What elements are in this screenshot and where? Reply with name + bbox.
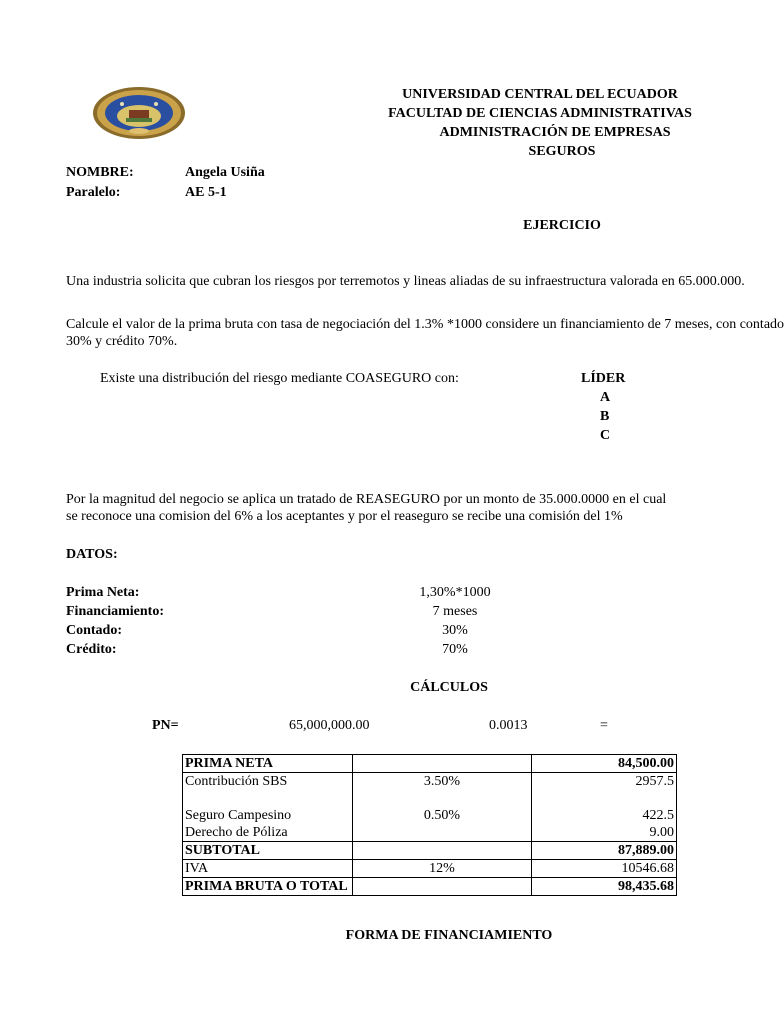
row-value: 98,435.68 bbox=[532, 878, 677, 896]
header-subject: SEGUROS bbox=[528, 144, 596, 159]
row-label: Contribución SBS bbox=[183, 773, 353, 808]
exercise-title: EJERCICIO bbox=[523, 218, 601, 233]
pn-amount: 65,000,000.00 bbox=[289, 718, 370, 733]
name-value: Angela Usiña bbox=[185, 165, 265, 180]
coinsurance-a: A bbox=[600, 390, 611, 405]
table-row bbox=[183, 878, 677, 896]
statement-paragraph-1: Una industria solicita que cubran los riesgos por terremotos y lineas aliadas de su infraestructura valorada en 65.000.000. bbox=[66, 274, 745, 289]
table-row bbox=[183, 755, 677, 773]
premium-calculation-table bbox=[182, 754, 677, 896]
row-value: 84,500.00 bbox=[532, 755, 677, 773]
row-rate: 12% bbox=[353, 860, 532, 878]
pn-rate: 0.0013 bbox=[489, 718, 528, 733]
row-label: SUBTOTAL bbox=[183, 842, 353, 860]
row-rate: 0.50% bbox=[353, 807, 532, 824]
row-label: IVA bbox=[183, 860, 353, 878]
header-university: UNIVERSIDAD CENTRAL DEL ECUADOR bbox=[402, 87, 678, 102]
row-label: Seguro Campesino bbox=[183, 807, 353, 824]
section-label: Paralelo: bbox=[66, 185, 121, 200]
row-label: Derecho de Póliza bbox=[183, 824, 353, 842]
row-label: PRIMA BRUTA O TOTAL bbox=[183, 878, 353, 896]
datos-value: 70% bbox=[442, 642, 468, 657]
coinsurance-c: C bbox=[600, 428, 611, 443]
row-rate bbox=[353, 842, 532, 860]
reinsurance-paragraph-b: se reconoce una comision del 6% a los aceptantes y por el reaseguro se recibe una comisión del 1% bbox=[66, 509, 623, 524]
statement-paragraph-2b: 30% y crédito 70%. bbox=[66, 334, 178, 349]
header-faculty: FACULTAD DE CIENCIAS ADMINISTRATIVAS bbox=[388, 106, 692, 121]
calculos-title: CÁLCULOS bbox=[410, 680, 488, 695]
row-value: 2957.5 bbox=[532, 773, 677, 808]
pn-label: PN= bbox=[152, 718, 179, 733]
name-label: NOMBRE: bbox=[66, 165, 134, 180]
reinsurance-paragraph-a: Por la magnitud del negocio se aplica un tratado de REASEGURO por un monto de 35.000.0000 en el cual bbox=[66, 492, 667, 507]
datos-value: 30% bbox=[442, 623, 468, 638]
financing-title: FORMA DE FINANCIAMIENTO bbox=[345, 928, 553, 943]
coinsurance-text: Existe una distribución del riesgo mediante COASEGURO con: bbox=[100, 371, 459, 386]
row-rate bbox=[353, 755, 532, 773]
row-value: 422.5 bbox=[532, 807, 677, 824]
table-row bbox=[183, 824, 677, 842]
row-rate: 3.50% bbox=[353, 773, 532, 808]
table-row bbox=[183, 860, 677, 878]
datos-label: Financiamiento: bbox=[66, 604, 164, 619]
row-value: 9.00 bbox=[532, 824, 677, 842]
table-row bbox=[183, 807, 677, 824]
datos-title: DATOS: bbox=[66, 547, 118, 562]
row-rate bbox=[353, 824, 532, 842]
coinsurance-b: B bbox=[600, 409, 610, 424]
datos-value: 1,30%*1000 bbox=[419, 585, 491, 600]
datos-label: Prima Neta: bbox=[66, 585, 140, 600]
row-rate bbox=[353, 878, 532, 896]
row-value: 87,889.00 bbox=[532, 842, 677, 860]
row-value: 10546.68 bbox=[532, 860, 677, 878]
datos-value: 7 meses bbox=[432, 604, 478, 619]
table-row bbox=[183, 773, 677, 808]
coinsurance-lider: LÍDER bbox=[581, 371, 626, 386]
datos-label: Contado: bbox=[66, 623, 123, 638]
university-seal-logo bbox=[92, 86, 186, 140]
row-label: PRIMA NETA bbox=[183, 755, 353, 773]
table-row bbox=[183, 842, 677, 860]
section-value: AE 5-1 bbox=[185, 185, 227, 200]
pn-equals: = bbox=[600, 718, 608, 733]
header-career: ADMINISTRACIÓN DE EMPRESAS bbox=[439, 125, 671, 140]
datos-label: Crédito: bbox=[66, 642, 117, 657]
statement-paragraph-2a: Calcule el valor de la prima bruta con tasa de negociación del 1.3% *1000 considere un financiamiento de 7 meses, con contado bbox=[66, 317, 784, 332]
